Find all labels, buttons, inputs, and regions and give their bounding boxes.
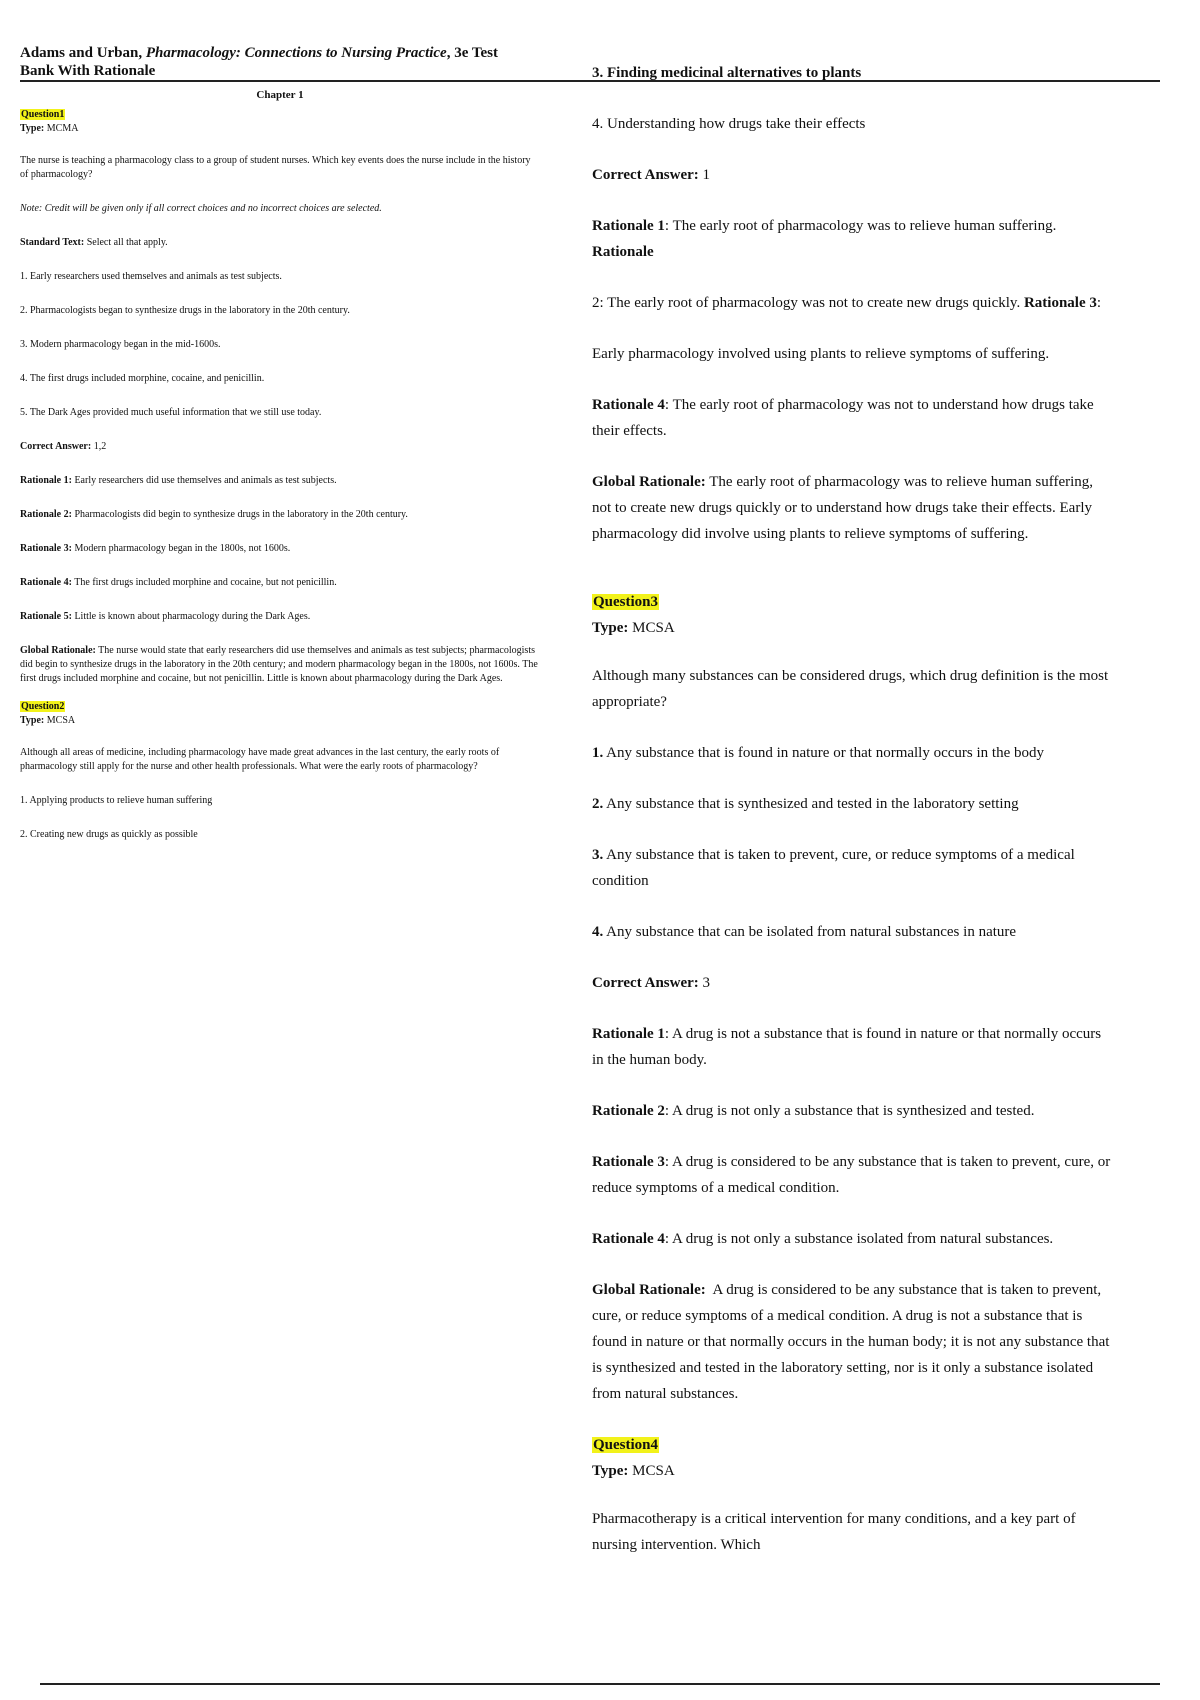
right-column [592,60,1112,1583]
question-label: Question4 [593,1437,659,1453]
rationale: Rationale 1: Early researchers did use themselves and animals as test subjects. [20,475,337,486]
answer-option: 2. Any substance that is synthesized and tested in the laboratory setting [592,796,1019,812]
rationale: Rationale 2: A drug is not only a substance that is synthesized and tested. [592,1103,1035,1119]
answer-option: 3. Modern pharmacology began in the mid-1600s. [20,339,221,350]
correct-answer: Correct Answer: 1,2 [20,441,107,452]
answer-option: 5. The Dark Ages provided much useful information that we still use today. [20,407,322,418]
question-label: Question1 [21,109,65,120]
standard-text: Standard Text: Select all that apply. [20,237,168,248]
chapter-heading: Chapter 1 [256,89,304,101]
rationale: Rationale 4: The early root of pharmacology was not to understand how drugs take their effects. [592,397,1094,439]
answer-option: 2. Creating new drugs as quickly as possible [20,829,198,840]
question-type: MCMA [46,123,79,134]
document-title: Adams and Urban, Pharmacology: Connections to Nursing Practice, 3e Test Bank With Rationale [20,45,498,79]
answer-option: 1. Applying products to relieve human suffering [20,795,213,806]
question-3-header: Question3 Type: MCSA [592,594,675,636]
answer-option: 1. Early researchers used themselves and animals as test subjects. [20,271,282,282]
rationale: Early pharmacology involved using plants to relieve symptoms of suffering. [592,346,1050,362]
rationale: Rationale 5: Little is known about pharmacology during the Dark Ages. [20,611,311,622]
answer-option: 3. Any substance that is taken to prevent, cure, or reduce symptoms of a medical condition [592,847,1075,889]
answer-option: 4. Any substance that can be isolated from natural substances in nature [592,924,1017,940]
answer-option: 4. Understanding how drugs take their effects [592,116,866,132]
question-2-header: Question2 Type: MCSA [20,701,76,726]
rationale: Rationale 4: A drug is not only a substance isolated from natural substances. [592,1231,1054,1247]
question-stem: Although all areas of medicine, including pharmacology have made great advances in the last century, the early roots of pharmacology still apply for the nurse and other health professionals. What were the early roots of pharmacology? [20,747,500,772]
question-note: Note: Credit will be given only if all correct choices and no incorrect choices are selected. [20,203,382,214]
rationale: Rationale 3: A drug is considered to be any substance that is taken to prevent, cure, or reduce symptoms of a medical condition. [592,1154,1111,1196]
rationale: Rationale 1: A drug is not a substance that is found in nature or that normally occurs in the human body. [592,1026,1102,1068]
question-1-header: Question1 Type: MCMA [20,109,79,134]
answer-option: 3. Finding medicinal alternatives to plants [592,65,862,81]
question-4-header: Question4 Type: MCSA [592,1437,675,1479]
correct-answer: Correct Answer: 1 [592,167,711,183]
rationale: 2: The early root of pharmacology was not to create new drugs quickly. Rationale 3: [592,295,1102,311]
question-label: Question2 [21,701,65,712]
global-rationale: Global Rationale: The early root of pharmacology was to relieve human suffering, not to create new drugs quickly or to understand how drugs take their effects. Early pharmacology did involve using plants to relieve symptoms of suffering. [592,474,1094,542]
left-column [20,44,540,862]
correct-answer: Correct Answer: 3 [592,975,711,991]
question-type: MCSA [632,1463,675,1479]
global-rationale: Global Rationale: A drug is considered to be any substance that is taken to prevent, cure, or reduce symptoms of a medical condition. A drug is not a substance that is found in nature or that normally occurs in the human body; it is not any substance that is synthesized and tested in the laboratory setting, nor is it only a substance isolated from natural substances. [592,1282,1110,1402]
rationale: Rationale 3: Modern pharmacology began in the 1800s, not 1600s. [20,543,291,554]
rationale: Rationale 2: Pharmacologists did begin to synthesize drugs in the laboratory in the 20th century. [20,509,408,520]
footer-rule [40,1683,1160,1685]
question-stem: The nurse is teaching a pharmacology class to a group of student nurses. Which key events does the nurse include in the history of pharmacology? [20,155,531,180]
rationale: Rationale 1: The early root of pharmacology was to relieve human suffering. Rationale [592,218,1057,260]
rationale: Rationale 4: The first drugs included morphine and cocaine, but not penicillin. [20,577,337,588]
answer-option: 1. Any substance that is found in nature or that normally occurs in the body [592,745,1044,761]
question-stem: Although many substances can be considered drugs, which drug definition is the most appropriate? [592,668,1109,710]
answer-option: 2. Pharmacologists began to synthesize drugs in the laboratory in the 20th century. [20,305,350,316]
global-rationale: Global Rationale: The nurse would state that early researchers did use themselves and animals as test subjects; pharmacologists did begin to synthesize drugs in the laboratory in the 20th century; and modern pharmacology began in the 1800s, not 1600s. The first drugs included morphine and cocaine, but not penicillin. Little is known about pharmacology during the Dark Ages. [20,645,538,684]
question-type: MCSA [632,620,675,636]
question-stem: Pharmacotherapy is a critical intervention for many conditions, and a key part of nursing intervention. Which [592,1511,1076,1553]
question-label: Question3 [593,594,659,610]
question-type: MCSA [46,715,76,726]
answer-option: 4. The first drugs included morphine, cocaine, and penicillin. [20,373,265,384]
